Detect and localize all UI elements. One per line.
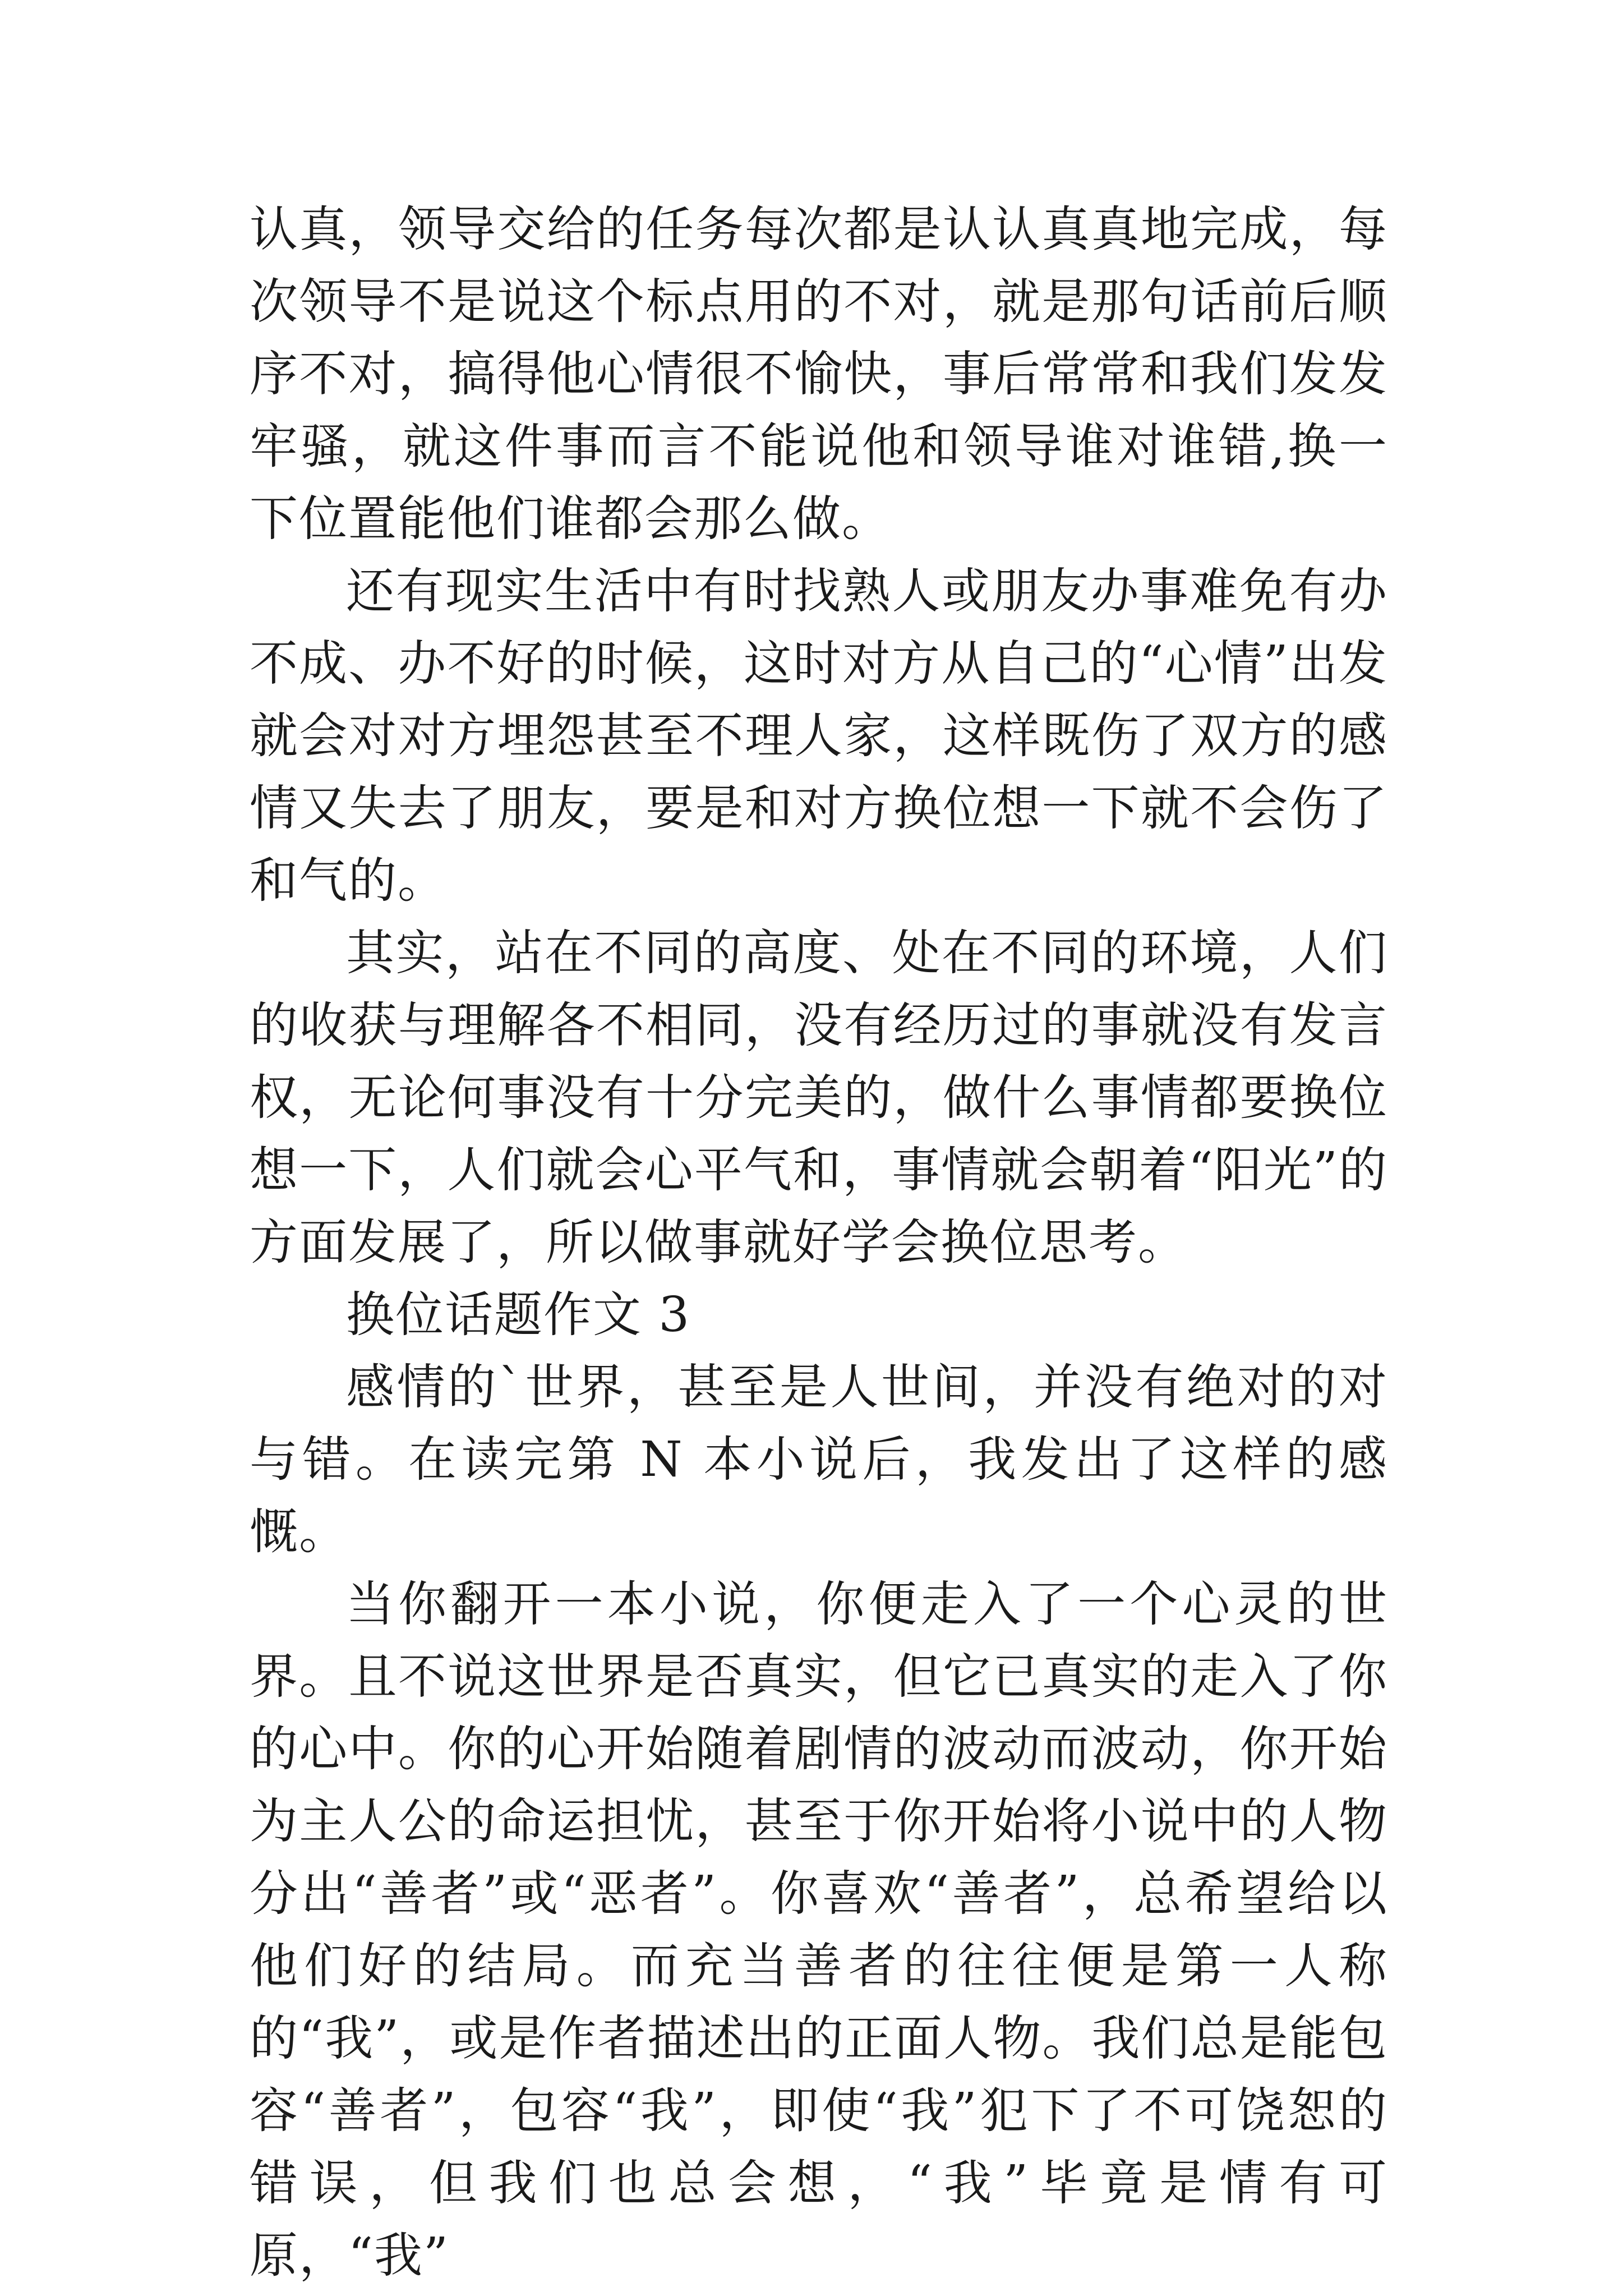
- paragraph-continuation: 认真，领导交给的任务每次都是认认真真地完成，每次领导不是说这个标点用的不对，就是那句话前后顺序不对，搞得他心情很不愉快，事后常常和我们发发牢骚，就这件事而言不能说他和领导谁对谁错,换一下位置能他们谁都会那么做。: [250, 201, 1388, 547]
- paragraph-novel-intro: 感情的`世界，甚至是人世间，并没有绝对的对与错。在读完第 N 本小说后，我发出了这样的感慨。: [250, 1359, 1388, 1560]
- section-title: 换位话题作文 3: [346, 1287, 691, 1343]
- paragraph-novel-world: 当你翻开一本小说，你便走入了一个心灵的世界。且不说这世界是否真实，但它已真实的走入了你的心中。你的心开始随着剧情的波动而波动，你开始为主人公的命运担忧，甚至于你开始将小说中的人物分出“善者”或“恶者”。你喜欢“善者”，总希望给以他们好的结局。而充当善者的往往便是第一人称的“我”，或是作者描述出的正面人物。我们总是能包容“善者”，包容“我”，即使“我”犯下了不可饶恕的错误，但我们也总会想，“我”毕竟是情有可原，“我”: [250, 1576, 1388, 2284]
- document-body: [250, 194, 1388, 2292]
- paragraph-friends: 还有现实生活中有时找熟人或朋友办事难免有办不成、办不好的时候，这时对方从自己的“心情”出发就会对对方埋怨甚至不理人家，这样既伤了双方的感情又失去了朋友，要是和对方换位想一下就不会伤了和气的。: [250, 563, 1388, 909]
- paragraph-conclusion: 其实，站在不同的高度、处在不同的环境，人们的收获与理解各不相同，没有经历过的事就没有发言权，无论何事没有十分完美的，做什么事情都要换位想一下，人们就会心平气和，事情就会朝着“阳光”的方面发展了，所以做事就好学会换位思考。: [250, 925, 1388, 1271]
